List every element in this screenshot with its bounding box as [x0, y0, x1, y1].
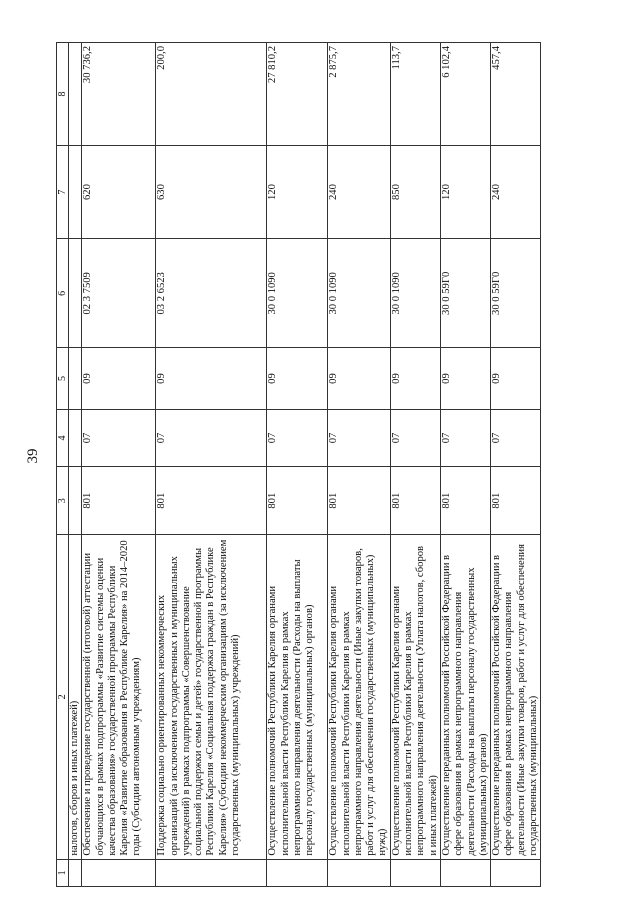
ministry-cell: 801: [440, 467, 490, 535]
target-cell: 30 0 59Г0: [440, 239, 490, 348]
table-header-row: [57, 43, 69, 887]
target-cell: 30 0 1090: [390, 239, 440, 348]
table-row: [440, 43, 490, 887]
description-cell: Осуществление полномочий Республики Карелия органами исполнительной власти Республики Карелия в рамках непрограммного направления деятельности (Уплата налогов, сборов и иных платежей): [390, 534, 440, 859]
section-cell: 07: [267, 409, 328, 467]
target-cell: 30 0 1090: [328, 239, 390, 348]
row-index-cell: [491, 859, 541, 886]
table-row: [82, 43, 156, 887]
description-cell: Осуществление полномочий Республики Карелия органами исполнительной власти Республики Карелия в рамках непрограммного направления деятельности (Расходы на выплаты персоналу государственных (муниципальных) органов): [267, 534, 328, 859]
expense-type-cell: 620: [82, 145, 156, 238]
table-row: [390, 43, 440, 887]
column-header: 4: [57, 409, 69, 467]
row-index-cell: [440, 859, 490, 886]
subsection-cell: 09: [328, 348, 390, 409]
section-cell: 07: [328, 409, 390, 467]
ministry-cell: 801: [491, 467, 541, 535]
table-row: [328, 43, 390, 887]
description-cell: Обеспечение и проведение государственной (итоговой) аттестации обучающихся в рамках подпрограммы «Развитие системы оценки качества образования» государственной программы Республики Карелия «Развитие образования в Республике Карелия» на 2014–2020 годы (Субсидии автономным учреждениям): [82, 534, 156, 859]
budget-table: [56, 42, 541, 887]
ministry-cell: 801: [328, 467, 390, 535]
amount-cell: 27 810,2: [267, 43, 328, 146]
description-cell: налогов, сборов и иных платежей): [69, 534, 82, 859]
subsection-cell: 09: [440, 348, 490, 409]
expense-type-cell: 240: [491, 145, 541, 238]
amount-cell: 2 875,7: [328, 43, 390, 146]
section-cell: 07: [156, 409, 267, 467]
target-cell: 30 0 1090: [267, 239, 328, 348]
page-number: 39: [25, 448, 41, 464]
budget-table-container: [56, 42, 620, 887]
target-cell: 03 2 6523: [156, 239, 267, 348]
section-cell: 07: [440, 409, 490, 467]
row-index-cell: [156, 859, 267, 886]
description-cell: Осуществление переданных полномочий Российской Федерации в сфере образования в рамках непрограммного направления деятельности (Иные закупки товаров, работ и услуг для обеспечения государственных (муниципальных): [491, 534, 541, 859]
section-cell: 07: [491, 409, 541, 467]
row-index-cell: [267, 859, 328, 886]
expense-type-cell: 240: [328, 145, 390, 238]
subsection-cell: 09: [390, 348, 440, 409]
row-index-cell: [82, 859, 156, 886]
amount-cell: 6 102,4: [440, 43, 490, 146]
description-cell: Осуществление полномочий Республики Карелия органами исполнительной власти Республики Карелия в рамках непрограммного направления деятельности (Иные закупки товаров, работ и услуг для обеспечения государственных (муниципальных) нужд): [328, 534, 390, 859]
ministry-cell: [69, 467, 82, 535]
subsection-cell: 09: [491, 348, 541, 409]
expense-type-cell: 120: [267, 145, 328, 238]
expense-type-cell: 850: [390, 145, 440, 238]
target-cell: 02 3 7509: [82, 239, 156, 348]
description-cell: Осуществление переданных полномочий Российской Федерации в сфере образования в рамках непрограммного направления деятельности (Расходы на выплаты персоналу государственных (муниципальных) органов): [440, 534, 490, 859]
ministry-cell: 801: [82, 467, 156, 535]
table-row: [491, 43, 541, 887]
amount-cell: 200,0: [156, 43, 267, 146]
amount-cell: 30 736,2: [82, 43, 156, 146]
table-row: [267, 43, 328, 887]
description-cell: Поддержка социально ориентированных некоммерческих организаций (за исключением государственных и муниципальных учреждений) в рамках подпрограммы «Совершенствование социальной поддержки семьи и детей» государственной программы Республики Карелия «Социальная поддержка граждан в Республике Карелия» (Субсидии некоммерческим организациям (за исключением государственных (муниципальных) учреждений): [156, 534, 267, 859]
column-header: 3: [57, 467, 69, 535]
expense-type-cell: [69, 145, 82, 238]
subsection-cell: 09: [82, 348, 156, 409]
target-cell: [69, 239, 82, 348]
column-header: 1: [57, 859, 69, 886]
subsection-cell: [69, 348, 82, 409]
table-row: [69, 43, 82, 887]
row-index-cell: [69, 859, 82, 886]
row-index-cell: [390, 859, 440, 886]
table-row: [156, 43, 267, 887]
ministry-cell: 801: [390, 467, 440, 535]
section-cell: 07: [390, 409, 440, 467]
subsection-cell: 09: [267, 348, 328, 409]
ministry-cell: 801: [156, 467, 267, 535]
target-cell: 30 0 59Г0: [491, 239, 541, 348]
amount-cell: 457,4: [491, 43, 541, 146]
expense-type-cell: 120: [440, 145, 490, 238]
column-header: 8: [57, 43, 69, 146]
amount-cell: [69, 43, 82, 146]
row-index-cell: [328, 859, 390, 886]
amount-cell: 113,7: [390, 43, 440, 146]
expense-type-cell: 630: [156, 145, 267, 238]
subsection-cell: 09: [156, 348, 267, 409]
column-header: 5: [57, 348, 69, 409]
column-header: 2: [57, 534, 69, 859]
section-cell: 07: [82, 409, 156, 467]
column-header: 7: [57, 145, 69, 238]
column-header: 6: [57, 239, 69, 348]
section-cell: [69, 409, 82, 467]
ministry-cell: 801: [267, 467, 328, 535]
